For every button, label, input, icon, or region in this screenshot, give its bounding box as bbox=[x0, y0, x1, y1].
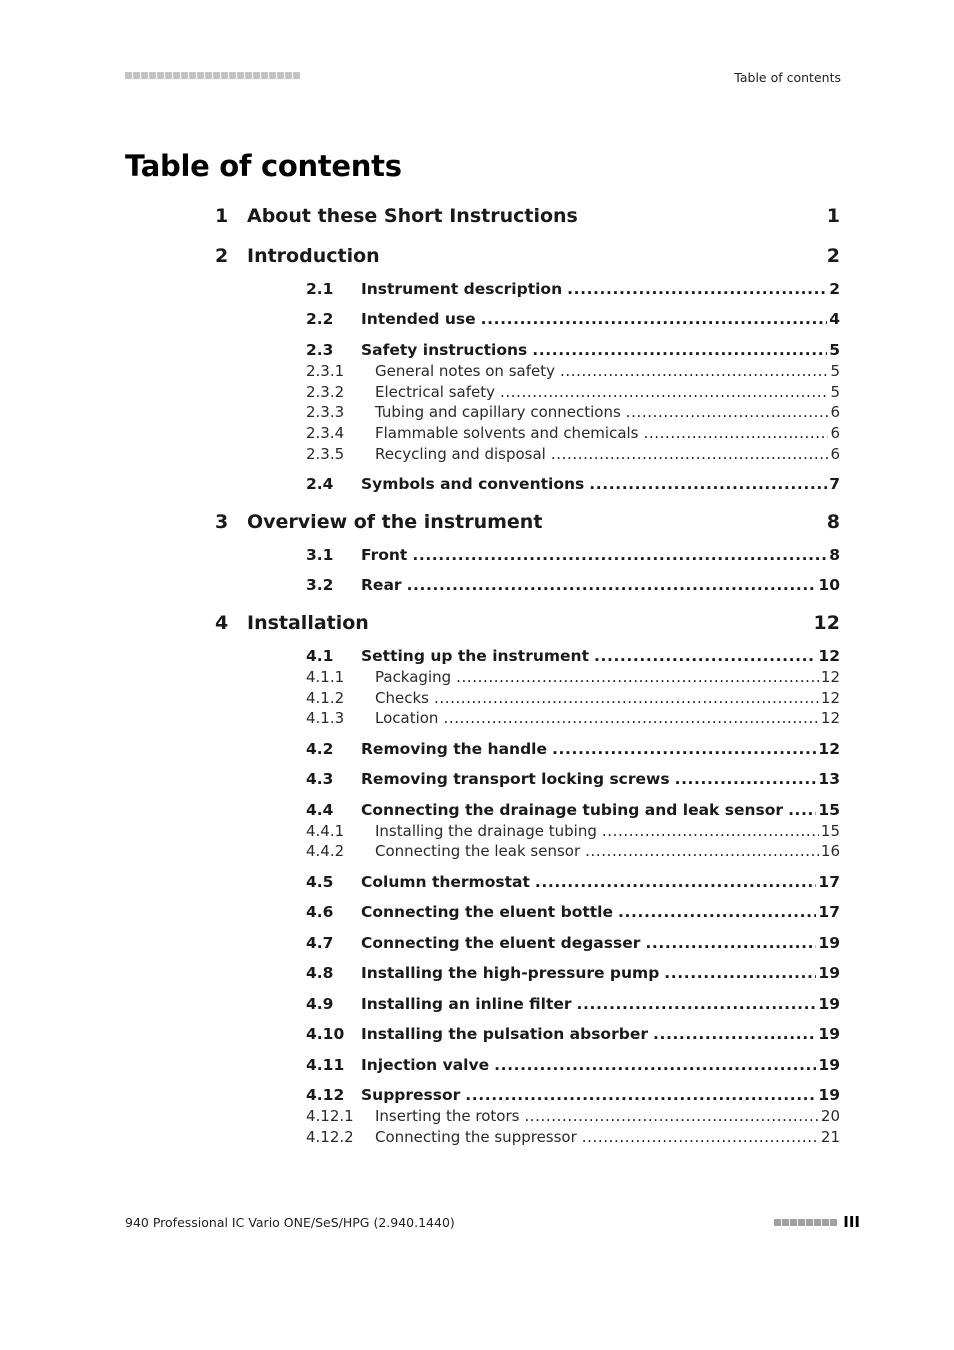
toc-number: 4.3 bbox=[306, 770, 334, 788]
toc-title: Tubing and capillary connections bbox=[375, 403, 621, 421]
toc-title: Safety instructions bbox=[361, 341, 528, 359]
toc-title: Intended use bbox=[361, 310, 476, 328]
toc-title: Installing the drainage tubing bbox=[375, 822, 597, 840]
toc-title: Column thermostat bbox=[361, 873, 530, 891]
toc-number: 4.11 bbox=[306, 1056, 345, 1074]
toc-leader-dots bbox=[626, 403, 829, 421]
toc-number: 4.1.3 bbox=[306, 709, 345, 727]
toc-subsection[interactable] bbox=[0, 1107, 954, 1127]
toc-number: 2 bbox=[215, 245, 229, 267]
toc-number: 3.1 bbox=[306, 546, 334, 564]
toc-page: 19 bbox=[818, 934, 840, 952]
footer-page-marker bbox=[774, 1213, 860, 1231]
page-title: Table of contents bbox=[125, 149, 402, 183]
running-header: Table of contents bbox=[734, 70, 841, 85]
toc-page: 6 bbox=[830, 424, 840, 442]
toc-title: Symbols and conventions bbox=[361, 475, 585, 493]
toc-subsection[interactable] bbox=[0, 668, 954, 688]
toc-page: 5 bbox=[830, 383, 840, 401]
toc-title: Overview of the instrument bbox=[247, 511, 543, 533]
toc-page: 17 bbox=[818, 903, 840, 921]
toc-section[interactable] bbox=[0, 1025, 954, 1045]
toc-section[interactable] bbox=[0, 740, 954, 760]
toc-chapter[interactable] bbox=[0, 612, 954, 638]
toc-leader-dots bbox=[552, 740, 816, 758]
toc-title: Injection valve bbox=[361, 1056, 490, 1074]
toc-page: 12 bbox=[818, 740, 840, 758]
toc-leader-dots bbox=[465, 1086, 816, 1104]
toc-title: About these Short Instructions bbox=[247, 205, 578, 227]
toc-section[interactable] bbox=[0, 801, 954, 821]
toc-title: Connecting the suppressor bbox=[375, 1128, 577, 1146]
toc-page: 2 bbox=[826, 245, 840, 267]
toc-leader-dots bbox=[481, 310, 828, 328]
toc-number: 4.1.2 bbox=[306, 689, 345, 707]
toc-number: 4.8 bbox=[306, 964, 334, 982]
toc-page: 19 bbox=[818, 1056, 840, 1074]
toc-chapter[interactable] bbox=[0, 205, 954, 231]
toc-title: Connecting the eluent degasser bbox=[361, 934, 641, 952]
toc-leader-dots bbox=[524, 1107, 818, 1125]
toc-page: 5 bbox=[829, 341, 840, 359]
toc-page: 5 bbox=[830, 362, 840, 380]
toc-subsection[interactable] bbox=[0, 403, 954, 423]
toc-page: 21 bbox=[820, 1128, 840, 1146]
page-number: III bbox=[843, 1213, 860, 1231]
toc-page: 12 bbox=[820, 709, 840, 727]
toc-title: Rear bbox=[361, 576, 402, 594]
toc-leader-dots bbox=[589, 475, 827, 493]
toc-section[interactable] bbox=[0, 1086, 954, 1106]
toc-leader-dots bbox=[664, 964, 816, 982]
toc-title: General notes on safety bbox=[375, 362, 555, 380]
toc-title: Connecting the drainage tubing and leak sensor bbox=[361, 801, 784, 819]
toc-section[interactable] bbox=[0, 770, 954, 790]
toc-page: 7 bbox=[829, 475, 840, 493]
toc-page: 6 bbox=[830, 403, 840, 421]
toc-leader-dots bbox=[456, 668, 819, 686]
toc-page: 12 bbox=[818, 647, 840, 665]
toc-title: Instrument description bbox=[361, 280, 563, 298]
toc-number: 2.4 bbox=[306, 475, 334, 493]
toc-page: 8 bbox=[829, 546, 840, 564]
toc-leader-dots bbox=[567, 280, 827, 298]
toc-title: Installing the pulsation absorber bbox=[361, 1025, 648, 1043]
toc-page: 10 bbox=[818, 576, 840, 594]
toc-section[interactable] bbox=[0, 903, 954, 923]
toc-title: Connecting the eluent bottle bbox=[361, 903, 613, 921]
toc-number: 4.12 bbox=[306, 1086, 345, 1104]
toc-leader-dots bbox=[594, 647, 816, 665]
toc-leader-dots bbox=[434, 689, 819, 707]
toc-leader-dots bbox=[675, 770, 817, 788]
footer-product-name: 940 Professional IC Vario ONE/SeS/HPG (2.940.1440) bbox=[125, 1215, 455, 1230]
toc-title: Introduction bbox=[247, 245, 380, 267]
toc-title: Connecting the leak sensor bbox=[375, 842, 581, 860]
toc-section[interactable] bbox=[0, 995, 954, 1015]
toc-title: Removing the handle bbox=[361, 740, 547, 758]
toc-title: Removing transport locking screws bbox=[361, 770, 670, 788]
toc-number: 2.3.1 bbox=[306, 362, 345, 380]
toc-title: Electrical safety bbox=[375, 383, 495, 401]
toc-section[interactable] bbox=[0, 1056, 954, 1076]
toc-leader-dots bbox=[500, 383, 828, 401]
toc-leader-dots bbox=[560, 362, 828, 380]
toc-leader-dots bbox=[577, 995, 817, 1013]
toc-number: 4.12.2 bbox=[306, 1128, 354, 1146]
toc-page: 19 bbox=[818, 995, 840, 1013]
toc-title: Setting up the instrument bbox=[361, 647, 589, 665]
toc-number: 2.3.3 bbox=[306, 403, 345, 421]
toc-leader-dots bbox=[535, 873, 817, 891]
toc-number: 3 bbox=[215, 511, 229, 533]
toc-number: 4.2 bbox=[306, 740, 334, 758]
toc-title: Installing the high-pressure pump bbox=[361, 964, 660, 982]
toc-leader-dots bbox=[407, 576, 817, 594]
toc-section[interactable] bbox=[0, 647, 954, 667]
toc-title: Front bbox=[361, 546, 408, 564]
toc-number: 2.3.5 bbox=[306, 445, 345, 463]
toc-page: 8 bbox=[826, 511, 840, 533]
toc-leader-dots bbox=[653, 1025, 816, 1043]
toc-number: 4 bbox=[215, 612, 229, 634]
toc-subsection[interactable] bbox=[0, 383, 954, 403]
toc-page: 17 bbox=[818, 873, 840, 891]
toc-title: Inserting the rotors bbox=[375, 1107, 520, 1125]
toc-subsection[interactable] bbox=[0, 822, 954, 842]
toc-leader-dots bbox=[788, 801, 816, 819]
toc-leader-dots bbox=[602, 822, 819, 840]
toc-number: 4.4.2 bbox=[306, 842, 345, 860]
toc-chapter[interactable] bbox=[0, 245, 954, 271]
toc-subsection[interactable] bbox=[0, 1128, 954, 1148]
toc-leader-dots bbox=[551, 445, 829, 463]
toc-number: 4.12.1 bbox=[306, 1107, 354, 1125]
toc-section[interactable] bbox=[0, 934, 954, 954]
toc-leader-dots bbox=[645, 934, 816, 952]
toc-page: 12 bbox=[820, 668, 840, 686]
header-decoration-squares bbox=[125, 72, 300, 79]
toc-number: 2.3 bbox=[306, 341, 334, 359]
toc-page: 20 bbox=[820, 1107, 840, 1125]
toc-title: Location bbox=[375, 709, 439, 727]
toc-number: 2.1 bbox=[306, 280, 334, 298]
toc-number: 4.6 bbox=[306, 903, 334, 921]
toc-number: 2.3.4 bbox=[306, 424, 345, 442]
toc-number: 2.3.2 bbox=[306, 383, 345, 401]
toc-page: 16 bbox=[820, 842, 840, 860]
toc-title: Suppressor bbox=[361, 1086, 461, 1104]
toc-page: 19 bbox=[818, 1025, 840, 1043]
toc-page: 12 bbox=[813, 612, 840, 634]
toc-subsection[interactable] bbox=[0, 424, 954, 444]
toc-number: 4.9 bbox=[306, 995, 334, 1013]
toc-page: 2 bbox=[829, 280, 840, 298]
toc-title: Installation bbox=[247, 612, 369, 634]
toc-number: 1 bbox=[215, 205, 229, 227]
toc-subsection[interactable] bbox=[0, 362, 954, 382]
toc-section[interactable] bbox=[0, 546, 954, 566]
toc-page: 1 bbox=[826, 205, 840, 227]
toc-title: Installing an inline filter bbox=[361, 995, 572, 1013]
toc-page: 19 bbox=[818, 1086, 840, 1104]
toc-page: 6 bbox=[830, 445, 840, 463]
toc-number: 2.2 bbox=[306, 310, 334, 328]
toc-leader-dots bbox=[585, 842, 819, 860]
toc-page: 13 bbox=[818, 770, 840, 788]
toc-number: 4.10 bbox=[306, 1025, 345, 1043]
toc-leader-dots bbox=[618, 903, 816, 921]
toc-section[interactable] bbox=[0, 310, 954, 330]
toc-section[interactable] bbox=[0, 873, 954, 893]
toc-leader-dots bbox=[644, 424, 829, 442]
toc-subsection[interactable] bbox=[0, 689, 954, 709]
toc-number: 4.1.1 bbox=[306, 668, 345, 686]
toc-number: 4.4 bbox=[306, 801, 334, 819]
toc-leader-dots bbox=[582, 1128, 819, 1146]
toc-chapter[interactable] bbox=[0, 511, 954, 537]
toc-section[interactable] bbox=[0, 475, 954, 495]
toc-section[interactable] bbox=[0, 964, 954, 984]
toc-number: 4.1 bbox=[306, 647, 334, 665]
toc-leader-dots bbox=[443, 709, 818, 727]
toc-title: Recycling and disposal bbox=[375, 445, 546, 463]
footer-decoration-squares bbox=[774, 1219, 837, 1226]
toc-number: 3.2 bbox=[306, 576, 334, 594]
toc-page: 15 bbox=[818, 801, 840, 819]
toc-number: 4.5 bbox=[306, 873, 334, 891]
toc-page: 12 bbox=[820, 689, 840, 707]
toc-page: 4 bbox=[829, 310, 840, 328]
toc-leader-dots bbox=[532, 341, 827, 359]
toc-page: 19 bbox=[818, 964, 840, 982]
toc-page: 15 bbox=[820, 822, 840, 840]
toc-section[interactable] bbox=[0, 576, 954, 596]
toc-section[interactable] bbox=[0, 280, 954, 300]
toc-title: Checks bbox=[375, 689, 429, 707]
toc-title: Flammable solvents and chemicals bbox=[375, 424, 639, 442]
toc-leader-dots bbox=[494, 1056, 816, 1074]
toc-leader-dots bbox=[412, 546, 827, 564]
toc-number: 4.7 bbox=[306, 934, 334, 952]
toc-subsection[interactable] bbox=[0, 842, 954, 862]
toc-title: Packaging bbox=[375, 668, 452, 686]
toc-section[interactable] bbox=[0, 341, 954, 361]
toc-number: 4.4.1 bbox=[306, 822, 345, 840]
toc-subsection[interactable] bbox=[0, 709, 954, 729]
toc-subsection[interactable] bbox=[0, 445, 954, 465]
